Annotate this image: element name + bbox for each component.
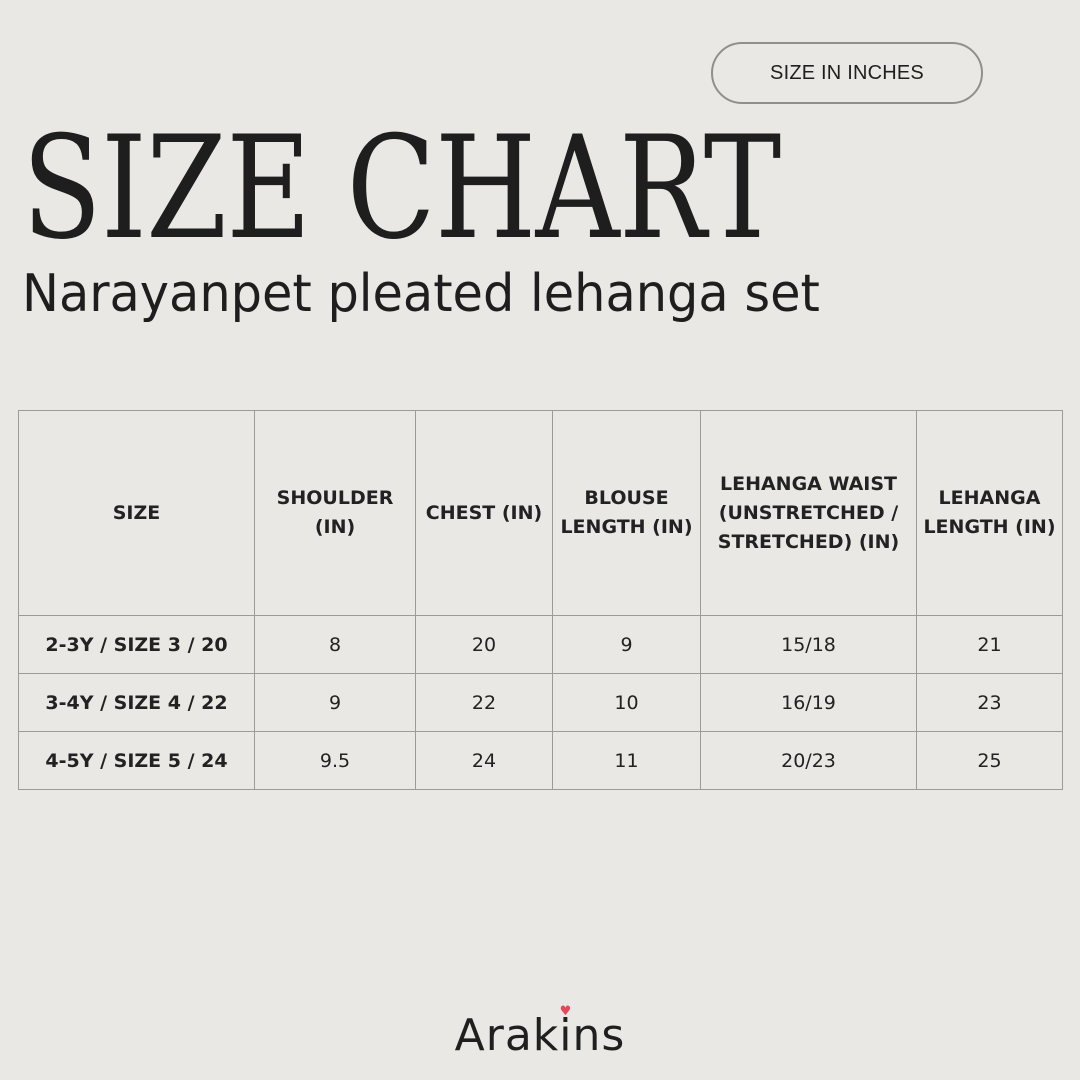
table-header-row: [19, 411, 1063, 616]
page-title: SIZE CHART: [22, 106, 781, 271]
brand-logo: [0, 1010, 1080, 1061]
lehanga-length-cell: 21: [917, 616, 1063, 674]
lehanga-waist-cell: 16/19: [701, 674, 917, 732]
blouse-length-cell: 10: [553, 674, 701, 732]
brand-name-start: Arak: [454, 1010, 560, 1061]
column-header-blouse-length: BLOUSE LENGTH (IN): [553, 411, 701, 616]
page-subtitle: Narayanpet pleated lehanga set: [22, 264, 820, 324]
lehanga-length-cell: 25: [917, 732, 1063, 790]
shoulder-cell: 8: [255, 616, 416, 674]
chest-cell: 24: [416, 732, 553, 790]
size-cell: 3-4Y / SIZE 4 / 22: [19, 674, 255, 732]
size-cell: 4-5Y / SIZE 5 / 24: [19, 732, 255, 790]
column-header-lehanga-length: LEHANGA LENGTH (IN): [917, 411, 1063, 616]
unit-badge: SIZE IN INCHES: [711, 42, 983, 104]
size-cell: 2-3Y / SIZE 3 / 20: [19, 616, 255, 674]
heart-icon: i ♥: [559, 1010, 572, 1061]
table-row: [19, 732, 1063, 790]
shoulder-cell: 9: [255, 674, 416, 732]
brand-name-end: ns: [572, 1010, 626, 1061]
column-header-size: SIZE: [19, 411, 255, 616]
chest-cell: 22: [416, 674, 553, 732]
column-header-lehanga-waist: LEHANGA WAIST (UNSTRETCHED / STRETCHED) (IN): [701, 411, 917, 616]
lehanga-waist-cell: 20/23: [701, 732, 917, 790]
column-header-chest: CHEST (IN): [416, 411, 553, 616]
lehanga-length-cell: 23: [917, 674, 1063, 732]
size-chart-table: [18, 410, 1063, 790]
blouse-length-cell: 9: [553, 616, 701, 674]
lehanga-waist-cell: 15/18: [701, 616, 917, 674]
table-row: [19, 616, 1063, 674]
column-header-shoulder: SHOULDER (IN): [255, 411, 416, 616]
shoulder-cell: 9.5: [255, 732, 416, 790]
chest-cell: 20: [416, 616, 553, 674]
table-row: [19, 674, 1063, 732]
blouse-length-cell: 11: [553, 732, 701, 790]
